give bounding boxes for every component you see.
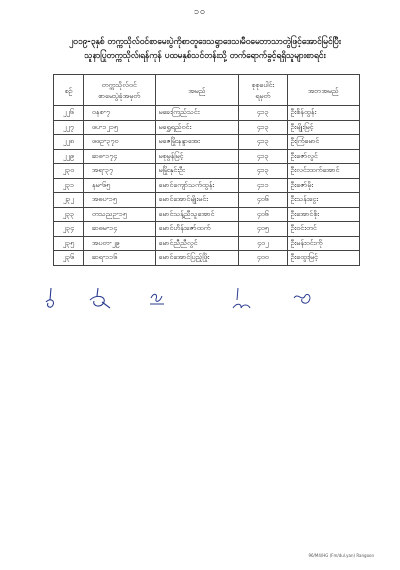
cell-total-marks: ၄၀၀ [239,251,287,266]
results-table [53,74,360,266]
cell-roll-number: အပတ-၂၉ [83,236,155,251]
cell-serial-no: ၂၃၀ [54,164,84,179]
signature-1 [40,286,62,312]
table-row [54,120,360,135]
signature-4 [230,286,254,314]
cell-father-name: ဦးလင်းထက်အောင် [287,164,359,179]
cell-father-name: ဦးမျိုးမြင့် [287,120,359,135]
cell-serial-no: ၂၃၆ [54,251,84,266]
table-row [54,135,360,150]
cell-serial-no: ၂၂၉ [54,149,84,164]
signature-5 [290,286,316,310]
cell-roll-number: ဝနစ-၇ [83,106,155,121]
cell-roll-number: နမ-၆၅ [83,178,155,193]
cell-serial-no: ၂၂၇ [54,120,84,135]
cell-father-name: ဦးကြံမောင် [287,135,359,150]
table-row [54,106,360,121]
cell-roll-number: တသညဉ-၁၅ [83,207,155,222]
header-roll-line-1: တက္ကသိုလ်ဝင် [101,80,137,89]
header-name: အမည် [155,75,239,106]
cell-name: မောင်ဟိန်းဇော်ထက် [155,222,239,237]
table-row [54,207,360,222]
page-number: ၁၀ [193,7,207,17]
cell-total-marks: ၄၀၆ [239,193,287,208]
header-serial-no: စဉ် [54,75,84,106]
cell-name: မစုမွန်မြင့် [155,149,239,164]
header-roll-line-2: စာမေးပွဲခုံအမှတ် [98,91,141,100]
cell-name: မရွှေရည်ဝင်း [155,120,239,135]
cell-roll-number: ဆဓမ-၁၄ [83,222,155,237]
table-row [54,222,360,237]
cell-father-name: ဦးအောင်စိုး [287,207,359,222]
cell-father-name: ဦးသန်းငွေး [287,193,359,208]
heading-line-1: ၂၀၁၉-၃နှစ် တက္ကသိုလ်ဝင်စာမေးပွဲကိုစာတူဒေသရွာဒေသ၊မီဝမေဘာသာတွဲဖြင့်အောင်မြင်ပြီး [69,36,341,46]
cell-total-marks: ၄၁၃ [239,149,287,164]
cell-father-name: ဦးဇော်မိုး [287,178,359,193]
cell-total-marks: ၄၁၃ [239,135,287,150]
cell-father-name: ဦးဝင်းတင် [287,222,359,237]
table-row [54,149,360,164]
table-row [54,193,360,208]
cell-total-marks: ၄၀၆ [239,207,287,222]
table-row [54,236,360,251]
footer-note: 96/M4/HG (Fm/dul.yan) Rangoon [308,553,374,558]
cell-roll-number: ဆရ-၁၁၆ [83,251,155,266]
cell-name: မမြိုးနှင်းဦး [155,164,239,179]
cell-serial-no: ၂၃၅ [54,236,84,251]
header-roll-number [83,75,155,106]
signature-2 [86,286,114,312]
signature-row [0,286,400,314]
cell-roll-number: ဖဖဥ-၃၇၀ [83,135,155,150]
cell-name: မောင်ညီညီလွင် [155,236,239,251]
cell-serial-no: ၂၃၂ [54,193,84,208]
cell-total-marks: ၄၁၃ [239,164,287,179]
table-row [54,164,360,179]
table-row [54,178,360,193]
cell-roll-number: အဓပ-၁၅ [83,193,155,208]
header-total-line-2: ရမှတ် [255,91,271,100]
heading-line-2: သူနာပြုတက္ကသိုလ်၊ရန်ကုန် ပထမနှစ်သင်တန်းသို့ တက်ရောက်ခွင့်ရရှိသူများစာရင်း [84,50,326,60]
cell-name: မောင်အောင်မျိုးမင်း [155,193,239,208]
header-father-name: အဘအမည် [287,75,359,106]
cell-serial-no: ၂၃၃ [54,207,84,222]
cell-name: မောင်ကျော်သက်ထွန်း [155,178,239,193]
cell-total-marks: ၄၀၅ [239,222,287,237]
document-heading [30,34,380,62]
cell-name: မဇေမြိုးနန္ဒာအေး [155,135,239,150]
signature-3 [146,286,168,310]
cell-total-marks: ၄၀၂ [239,236,287,251]
cell-serial-no: ၂၃၄ [54,222,84,237]
cell-serial-no: ၂၂၆ [54,106,84,121]
cell-father-name: ဦးမန်းဝင်းကို [287,236,359,251]
cell-father-name: ဦးထွေးမြင့် [287,251,359,266]
table-row [54,251,360,266]
cell-name: မောင်သန့်ညီသူအောင် [155,207,239,222]
cell-total-marks: ၄၁၃ [239,120,287,135]
cell-serial-no: ၂၂၈ [54,135,84,150]
cell-roll-number: အရ-၃၇ [83,164,155,179]
header-total-line-1: စုစုပေါင်း [251,80,275,89]
cell-roll-number: ဆဓ-၁၇၄ [83,149,155,164]
cell-father-name: ဦးစိန်ထွန်း [287,106,359,121]
cell-roll-number: ဖပ-၁၂၁၅ [83,120,155,135]
cell-total-marks: ၄၁၃ [239,106,287,121]
cell-name: မခေးကြည်သင်း [155,106,239,121]
cell-serial-no: ၂၃၁ [54,178,84,193]
cell-name: မောင်အောင်ပြည့်ဖြိုး [155,251,239,266]
cell-father-name: ဦးဇော်လွင် [287,149,359,164]
cell-total-marks: ၄၁၁ [239,178,287,193]
header-total-marks [239,75,287,106]
table-header-row [54,75,360,106]
